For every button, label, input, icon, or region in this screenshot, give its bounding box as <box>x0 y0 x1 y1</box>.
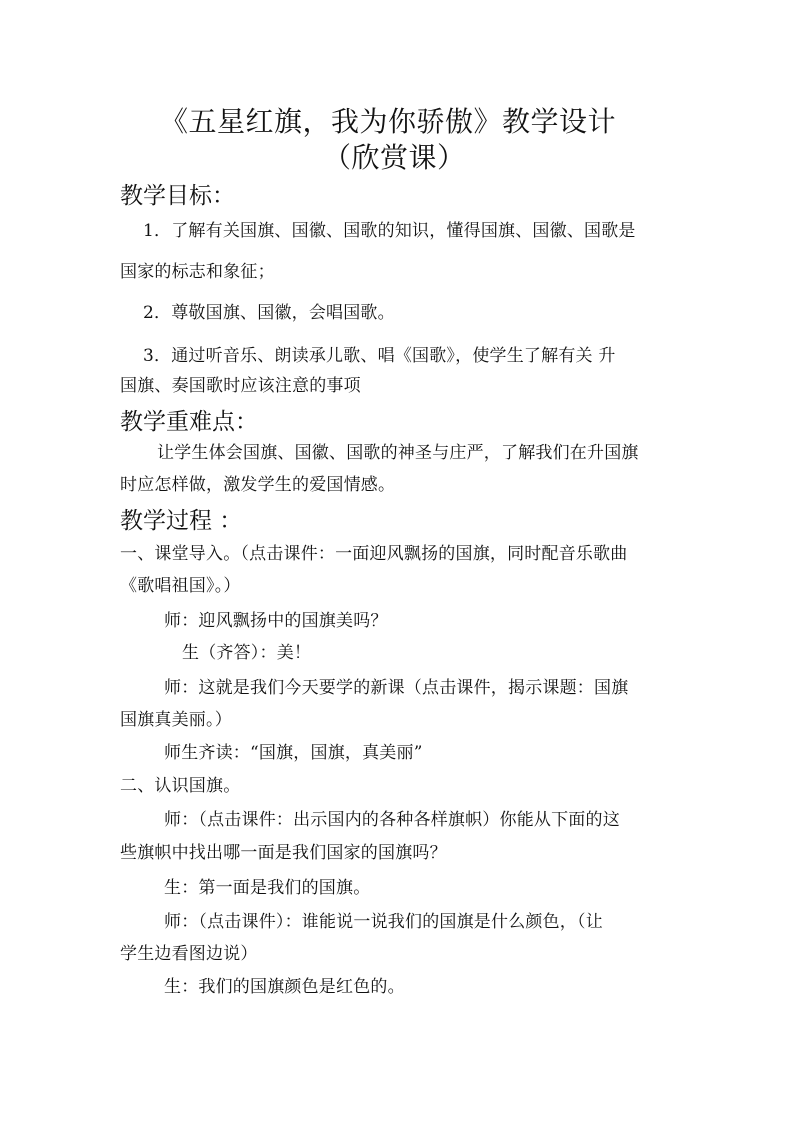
objective-1-line-2: 国家的标志和象征； <box>120 262 275 282</box>
dialogue-4: 师生齐读：“国旗，国旗，真美丽” <box>164 743 423 763</box>
dialogue-3-line-1: 师：这就是我们今天要学的新课（点击课件，揭示课题：国旗 <box>164 678 629 698</box>
dialogue-6: 生：第一面是我们的国旗。 <box>164 878 371 898</box>
dialogue-2: 生（齐答）：美！ <box>182 643 312 663</box>
objective-1-line-1: 1．了解有关国旗、国徽、国歌的知识，懂得国旗、国徽、国歌是 <box>143 221 636 241</box>
section-1-line-2: 《歌唱祖国》。） <box>120 576 241 596</box>
doc-title: 《五星红旗，我为你骄傲》教学设计 <box>160 105 617 138</box>
dialogue-3-line-2: 国旗真美丽。） <box>120 710 232 730</box>
dialogue-8: 生：我们的国旗颜色是红色的。 <box>164 977 405 997</box>
dialogue-7-line-1: 师：（点击课件）：谁能说一说我们的国旗是什么颜色，（让 <box>164 912 603 932</box>
objective-2: 2．尊敬国旗、国徽，会唱国歌。 <box>143 303 395 323</box>
key-points-heading: 教学重难点： <box>120 409 258 435</box>
doc-subtitle: （欣赏课） <box>323 141 466 174</box>
objective-3-line-1: 3．通过听音乐、朗读承儿歌、唱《国歌》，使学生了解有关 升 <box>143 346 616 366</box>
dialogue-5-line-2: 些旗帜中找出哪一面是我们国家的国旗吗？ <box>120 843 447 863</box>
process-heading: 教学过程 ： <box>120 508 243 534</box>
objectives-heading: 教学目标： <box>120 183 235 209</box>
key-points-line-1: 让学生体会国旗、国徽、国歌的神圣与庄严，了解我们在升国旗 <box>157 443 639 463</box>
section-2-heading: 二、认识国旗。 <box>120 776 241 796</box>
key-points-line-2: 时应怎样做，激发学生的爱国情感。 <box>120 475 396 495</box>
objective-3-line-2: 国旗、奏国歌时应该注意的事项 <box>120 376 361 396</box>
dialogue-1: 师：迎风飘扬中的国旗美吗？ <box>164 611 388 631</box>
section-1-line-1: 一、课堂导入。（点击课件：一面迎风飘扬的国旗，同时配音乐歌曲 <box>120 544 628 564</box>
dialogue-5-line-1: 师：（点击课件：出示国内的各种各样旗帜）你能从下面的这 <box>164 810 620 830</box>
dialogue-7-line-2: 学生边看图边说） <box>120 944 258 964</box>
